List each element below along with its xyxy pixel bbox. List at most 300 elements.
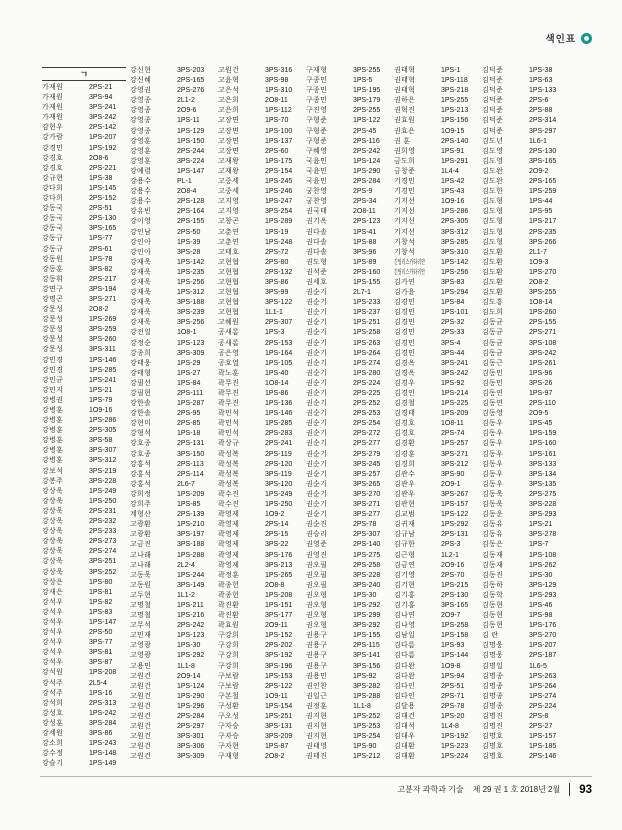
index-entry bbox=[306, 510, 390, 520]
author-name: 권순기 bbox=[306, 289, 328, 297]
index-entry bbox=[130, 752, 214, 762]
index-entry bbox=[130, 157, 214, 167]
index-entry bbox=[394, 288, 478, 298]
author-name: 권오필 bbox=[306, 561, 328, 569]
author-name: 곽종헌 bbox=[218, 591, 240, 599]
author-name: 김경환 bbox=[394, 440, 416, 448]
presentation-code: 1PS-157 bbox=[529, 733, 557, 741]
author-name: 강상욱 bbox=[42, 518, 64, 526]
index-entry bbox=[130, 248, 214, 258]
author-name: 권순기 bbox=[306, 440, 328, 448]
index-entry bbox=[482, 429, 566, 439]
author-name: 권순기 bbox=[306, 299, 328, 307]
author-name: 김대건 bbox=[394, 713, 416, 720]
author-name: 강이영 bbox=[130, 218, 152, 226]
presentation-code: 2PS-128 bbox=[177, 198, 205, 206]
presentation-code: 3PS-22 bbox=[265, 541, 289, 549]
author-name: 고장면 bbox=[218, 147, 240, 155]
index-entry bbox=[218, 369, 302, 379]
index-entry bbox=[482, 682, 566, 692]
presentation-code: 3PS-228 bbox=[529, 501, 557, 509]
author-name: 강병훈 bbox=[42, 457, 64, 465]
index-entry bbox=[130, 601, 214, 611]
index-entry bbox=[394, 399, 478, 409]
index-entry bbox=[306, 328, 390, 338]
presentation-code: 1PS-91 bbox=[441, 147, 465, 155]
presentation-code: 1PS-245 bbox=[265, 178, 293, 186]
author-name: 궁찬영 bbox=[306, 188, 328, 196]
author-name: 강상욱 bbox=[42, 497, 64, 505]
author-name: 강영권 bbox=[130, 87, 152, 95]
index-entry bbox=[482, 510, 566, 520]
presentation-code: 3PS-256 bbox=[177, 319, 205, 327]
presentation-code: 1PS-94 bbox=[441, 672, 465, 680]
presentation-code: 2PS-165 bbox=[177, 77, 205, 85]
presentation-code: 2L1-7 bbox=[529, 248, 547, 256]
presentation-code: 2PS-217 bbox=[89, 275, 117, 283]
author-name: 김동우 bbox=[482, 480, 504, 488]
index-entry bbox=[394, 470, 478, 480]
author-name: 김관수 bbox=[394, 470, 416, 478]
presentation-code: 3PS-218 bbox=[441, 87, 469, 95]
author-name: 김동현 bbox=[482, 612, 504, 620]
presentation-code: 1PS-251 bbox=[265, 713, 293, 720]
index-entry bbox=[42, 315, 126, 325]
index-entry bbox=[306, 137, 390, 147]
presentation-code: 1PS-161 bbox=[529, 450, 557, 458]
presentation-code: 1PS-290 bbox=[177, 692, 205, 700]
index-entry bbox=[130, 228, 214, 238]
presentation-code: 1PS-312 bbox=[177, 289, 205, 297]
presentation-code: 2PS-233 bbox=[89, 528, 117, 536]
index-entry bbox=[130, 712, 214, 722]
author-name: 권순기 bbox=[306, 501, 328, 509]
author-name: 구형준 bbox=[306, 127, 328, 135]
index-entry bbox=[42, 335, 126, 345]
presentation-code: 1PS-241 bbox=[89, 376, 117, 384]
presentation-code: 1PS-92 bbox=[353, 672, 377, 680]
index-entry bbox=[218, 127, 302, 137]
index-entry bbox=[218, 308, 302, 318]
author-name: 고원건 bbox=[130, 723, 152, 731]
index-entry bbox=[130, 480, 214, 490]
author-name: 강민균 bbox=[42, 376, 64, 384]
author-name: 구종민 bbox=[306, 97, 328, 105]
index-entry bbox=[130, 238, 214, 248]
author-name: 강상욱 bbox=[42, 528, 64, 536]
presentation-code: 1PS-153 bbox=[265, 672, 293, 680]
index-entry bbox=[482, 238, 566, 248]
author-name: 김동우 bbox=[482, 450, 504, 458]
author-name: 강문성 bbox=[42, 346, 64, 354]
author-name: 곽영제 bbox=[218, 511, 240, 519]
index-entry bbox=[482, 187, 566, 197]
author-name: 권혁진 bbox=[394, 107, 416, 115]
presentation-code: 2O9-14 bbox=[177, 672, 201, 680]
index-entry bbox=[130, 116, 214, 126]
index-entry bbox=[218, 197, 302, 207]
index-entry bbox=[482, 631, 566, 641]
author-name: 강상은 bbox=[42, 578, 64, 586]
presentation-code: 2PS-297 bbox=[177, 723, 205, 731]
author-name: 김나영 bbox=[394, 622, 416, 630]
presentation-code: 1PS-292 bbox=[441, 521, 469, 529]
index-entry bbox=[306, 167, 390, 177]
author-name: 김동균 bbox=[482, 319, 504, 327]
author-name: 김동욱 bbox=[482, 490, 504, 498]
presentation-code: 2O8-6 bbox=[89, 154, 109, 162]
presentation-code: 3PS-177 bbox=[265, 612, 293, 620]
author-name: 구자승 bbox=[218, 733, 240, 741]
author-name: 강문성 bbox=[42, 326, 64, 334]
presentation-code: 3PS-209 bbox=[265, 733, 293, 741]
author-name: 기지선 bbox=[394, 198, 416, 206]
index-entry bbox=[482, 702, 566, 712]
index-entry bbox=[218, 238, 302, 248]
presentation-code: 1PS-209 bbox=[177, 490, 205, 498]
presentation-code: 3PS-245 bbox=[353, 460, 381, 468]
index-entry bbox=[306, 379, 390, 389]
index-entry bbox=[482, 258, 566, 268]
author-name: 곽무진 bbox=[218, 400, 240, 408]
index-entry bbox=[394, 278, 478, 288]
index-entry bbox=[394, 641, 478, 651]
presentation-code: 1PS-212 bbox=[353, 753, 381, 761]
presentation-code: 1PS-288 bbox=[353, 692, 381, 700]
index-entry bbox=[130, 662, 214, 672]
index-entry bbox=[218, 591, 302, 601]
index-entry bbox=[306, 106, 390, 116]
index-entry bbox=[394, 96, 478, 106]
presentation-code: 2PS-224 bbox=[529, 702, 557, 710]
index-entry bbox=[218, 288, 302, 298]
index-entry bbox=[42, 709, 126, 719]
presentation-code: 1PS-118 bbox=[441, 77, 468, 85]
author-name: 김다름 bbox=[394, 642, 416, 650]
author-name: 김명종 bbox=[482, 682, 504, 690]
index-entry bbox=[130, 490, 214, 500]
index-entry bbox=[218, 217, 302, 227]
presentation-code: 3PS-4 bbox=[441, 339, 461, 347]
presentation-code: 1PS-123 bbox=[177, 632, 205, 640]
index-entry bbox=[218, 248, 302, 258]
presentation-code: 3PS-255 bbox=[529, 289, 557, 297]
index-entry bbox=[130, 641, 214, 651]
author-name: 김기영 bbox=[394, 571, 416, 579]
presentation-code: 1PS-147 bbox=[89, 618, 117, 626]
author-name: 고나래 bbox=[130, 561, 152, 569]
presentation-code: 1PS-136 bbox=[265, 400, 293, 408]
index-entry bbox=[394, 591, 478, 601]
presentation-code: 1PS-46 bbox=[529, 601, 553, 609]
index-entry bbox=[130, 561, 214, 571]
presentation-code: 2O9-7 bbox=[441, 612, 461, 620]
presentation-code: 1PS-7 bbox=[529, 541, 549, 549]
author-name: 김동재 bbox=[482, 561, 504, 569]
author-name: 권순기 bbox=[306, 369, 328, 377]
author-name: 강신혜 bbox=[130, 77, 152, 85]
index-entry bbox=[42, 507, 126, 517]
index-entry bbox=[482, 571, 566, 581]
index-entry bbox=[482, 268, 566, 278]
presentation-code: 3PS-277 bbox=[353, 511, 381, 519]
index-entry bbox=[130, 581, 214, 591]
presentation-code: 3PS-284 bbox=[89, 719, 117, 727]
author-name: 구형준 bbox=[306, 117, 328, 125]
index-entry bbox=[306, 349, 390, 359]
author-name: 강병훈 bbox=[42, 417, 64, 425]
index-entry bbox=[394, 248, 478, 258]
author-name: 강영훈 bbox=[130, 157, 152, 165]
index-entry bbox=[218, 712, 302, 722]
index-title: 색인표 bbox=[545, 34, 576, 45]
presentation-code: 3PS-141 bbox=[353, 652, 381, 660]
presentation-code: 3PS-129 bbox=[529, 581, 557, 589]
author-name: 고현협 bbox=[218, 289, 240, 297]
presentation-code: 2PS-72 bbox=[265, 248, 289, 256]
author-name: 권순기 bbox=[306, 349, 328, 357]
presentation-code: 1PS-142 bbox=[177, 258, 205, 266]
author-name: 곽영제 bbox=[218, 551, 240, 559]
author-name: 권지현 bbox=[306, 723, 328, 731]
index-entry bbox=[218, 470, 302, 480]
author-name: 김도환 bbox=[482, 278, 504, 286]
author-name: 강병권 bbox=[42, 396, 64, 404]
author-name: 고무석 bbox=[130, 622, 152, 630]
author-name: 권다솔 bbox=[306, 228, 328, 236]
index-entry bbox=[306, 561, 390, 571]
index-entry bbox=[42, 396, 126, 406]
index-entry bbox=[42, 446, 126, 456]
author-name: 곽수진 bbox=[218, 501, 240, 509]
index-entry bbox=[306, 551, 390, 561]
index-entry bbox=[130, 682, 214, 692]
author-name: 고용민 bbox=[130, 662, 152, 670]
author-name: 권용민 bbox=[306, 672, 328, 680]
presentation-code: 1PS-19 bbox=[265, 228, 289, 236]
author-name: 권영진 bbox=[306, 551, 328, 559]
author-name: 구강희 bbox=[218, 632, 240, 640]
author-name: 금도희 bbox=[394, 157, 416, 165]
index-entry bbox=[42, 557, 126, 567]
presentation-code: 3PS-188 bbox=[177, 541, 205, 549]
index-entry bbox=[482, 460, 566, 470]
index-entry bbox=[130, 672, 214, 682]
index-entry bbox=[482, 672, 566, 682]
presentation-code: 1PS-292 bbox=[177, 652, 205, 660]
index-entry bbox=[306, 581, 390, 591]
author-name: 강석우 bbox=[42, 649, 64, 657]
presentation-code: 1PS-45 bbox=[529, 420, 553, 428]
author-name: 구진영 bbox=[306, 107, 328, 115]
author-name: 김동욱 bbox=[482, 501, 504, 509]
presentation-code: 1PS-287 bbox=[177, 400, 205, 408]
author-name: 긴팅리스카타리안 bbox=[394, 258, 426, 266]
author-name: 권정훈 bbox=[306, 702, 328, 710]
presentation-code: 1PS-86 bbox=[265, 390, 289, 397]
presentation-code: 1PS-42 bbox=[441, 178, 465, 186]
author-name: 강정순 bbox=[130, 339, 152, 347]
author-name: 김도형 bbox=[482, 208, 504, 216]
index-entry bbox=[218, 641, 302, 651]
presentation-code: 3PS-312 bbox=[441, 228, 469, 236]
author-name: 김도환 bbox=[482, 258, 504, 266]
presentation-code: 1PS-244 bbox=[177, 571, 205, 579]
index-entry bbox=[394, 460, 478, 470]
index-entry bbox=[394, 631, 478, 641]
presentation-code: 1PS-288 bbox=[177, 551, 205, 559]
presentation-code: 1PS-242 bbox=[89, 709, 117, 717]
presentation-code: 2O8-2 bbox=[529, 278, 549, 286]
author-name: 강재욱 bbox=[130, 258, 152, 266]
presentation-code: 3PS-44 bbox=[441, 349, 465, 357]
index-entry bbox=[482, 500, 566, 510]
author-name: 김경민 bbox=[394, 299, 416, 307]
presentation-code: 1PS-95 bbox=[529, 208, 553, 216]
presentation-code: 1PS-207 bbox=[529, 642, 557, 650]
index-entry bbox=[482, 116, 566, 126]
author-name: 김동운 bbox=[482, 511, 504, 519]
index-entry bbox=[42, 497, 126, 507]
index-entry bbox=[218, 86, 302, 96]
presentation-code: 2PS-275 bbox=[529, 490, 557, 498]
index-entry bbox=[42, 265, 126, 275]
author-name: 권태영 bbox=[306, 743, 328, 751]
presentation-code: 2PS-32 bbox=[441, 319, 465, 327]
author-name: 권태혁 bbox=[394, 77, 416, 85]
presentation-code: 1O8-11 bbox=[441, 420, 464, 428]
presentation-code: 1O9-15 bbox=[441, 127, 465, 135]
presentation-code: 1PS-77 bbox=[89, 235, 113, 243]
author-name: 강경호 bbox=[42, 164, 64, 172]
presentation-code: 3PS-271 bbox=[89, 295, 117, 303]
presentation-code: 2PS-232 bbox=[89, 518, 117, 526]
author-name: 고원건 bbox=[130, 753, 152, 761]
presentation-code: 1L1-8 bbox=[177, 662, 195, 670]
author-name: 강호종 bbox=[130, 450, 152, 458]
presentation-code: 1L4-8 bbox=[441, 723, 459, 731]
presentation-code: 1PS-40 bbox=[265, 369, 289, 377]
presentation-code: 1PS-100 bbox=[265, 127, 293, 135]
index-entry bbox=[42, 224, 126, 234]
presentation-code: 3PS-108 bbox=[529, 339, 557, 347]
author-name: 곽상규 bbox=[218, 440, 240, 448]
author-name: 김경호 bbox=[394, 430, 416, 438]
presentation-code: 1O8-14 bbox=[529, 299, 553, 307]
presentation-code: 2PS-74 bbox=[441, 430, 465, 438]
author-name: 기지선 bbox=[394, 208, 416, 216]
index-entry bbox=[218, 207, 302, 217]
index-entry bbox=[482, 470, 566, 480]
index-entry bbox=[394, 682, 478, 692]
index-entry bbox=[482, 561, 566, 571]
author-name: 김명종 bbox=[482, 692, 504, 700]
index-entry bbox=[218, 379, 302, 389]
presentation-code: 2L7-1 bbox=[353, 289, 371, 297]
presentation-code: 3PS-82 bbox=[89, 265, 113, 273]
author-name: 김남일 bbox=[394, 632, 416, 640]
index-entry bbox=[306, 116, 390, 126]
index-entry bbox=[130, 419, 214, 429]
index-entry bbox=[394, 339, 478, 349]
author-name: 기창석 bbox=[394, 238, 416, 246]
presentation-code: 3PS-213 bbox=[265, 561, 293, 569]
presentation-code: 1PS-87 bbox=[265, 743, 289, 751]
author-name: 권오형 bbox=[306, 601, 328, 609]
presentation-code: 1PS-151 bbox=[265, 601, 293, 609]
index-entry bbox=[42, 133, 126, 143]
index-entry bbox=[306, 752, 390, 762]
author-name: 구종민 bbox=[306, 77, 328, 85]
index-entry bbox=[394, 127, 478, 137]
index-entry bbox=[482, 339, 566, 349]
author-name: 김규남 bbox=[394, 531, 416, 539]
index-entry bbox=[306, 298, 390, 308]
presentation-code: 1PS-21 bbox=[529, 521, 553, 529]
author-name: 고재왕 bbox=[218, 167, 240, 175]
index-entry bbox=[130, 520, 214, 530]
author-name: 강영종 bbox=[130, 127, 152, 135]
index-entry bbox=[42, 305, 126, 315]
presentation-code: 1PS-83 bbox=[89, 608, 113, 616]
index-entry bbox=[306, 662, 390, 672]
author-name: 강석우 bbox=[42, 618, 64, 626]
presentation-code: 1PS-208 bbox=[265, 591, 293, 599]
author-name: 고현협 bbox=[218, 309, 240, 317]
index-entry bbox=[130, 349, 214, 359]
presentation-code: 3PS-241 bbox=[441, 359, 469, 367]
author-name: 강문성 bbox=[42, 336, 64, 344]
presentation-code: 1PS-216 bbox=[177, 612, 205, 620]
index-entry bbox=[42, 144, 126, 154]
author-name: 강동국 bbox=[42, 225, 64, 233]
author-name: 고태호 bbox=[218, 248, 240, 256]
index-entry bbox=[130, 510, 214, 520]
index-entry bbox=[218, 76, 302, 86]
author-name: 김가윤 bbox=[394, 289, 416, 297]
presentation-code: 1PS-30 bbox=[529, 571, 553, 579]
index-entry bbox=[42, 345, 126, 355]
author-name: 강호종 bbox=[130, 440, 152, 448]
author-name: 강상욱 bbox=[42, 558, 64, 566]
presentation-code: 1PS-20 bbox=[441, 713, 465, 720]
presentation-code: 1PS-38 bbox=[529, 67, 553, 74]
index-entry bbox=[306, 611, 390, 621]
author-name: 권순기 bbox=[306, 309, 328, 317]
index-entry bbox=[482, 651, 566, 661]
index-entry bbox=[394, 318, 478, 328]
presentation-code: 2PS-187 bbox=[529, 652, 557, 660]
index-entry bbox=[218, 510, 302, 520]
author-name: 강석우 bbox=[42, 629, 64, 637]
author-name: 김경호 bbox=[394, 420, 416, 428]
author-name: 구오성 bbox=[218, 713, 240, 720]
author-name: 강상욱 bbox=[42, 507, 64, 515]
index-entry bbox=[42, 103, 126, 113]
author-name: 강상욱 bbox=[42, 568, 64, 576]
presentation-code: 2L6-7 bbox=[177, 480, 195, 488]
author-name: 고장면 bbox=[218, 127, 240, 135]
index-entry bbox=[218, 530, 302, 540]
author-name: 권순기 bbox=[306, 460, 328, 468]
author-name: 김명웅 bbox=[482, 652, 504, 660]
index-entry bbox=[306, 520, 390, 530]
presentation-code: 2PS-139 bbox=[177, 511, 205, 519]
presentation-code: 3PS-252 bbox=[89, 568, 117, 576]
presentation-code: 2PS-155 bbox=[177, 218, 205, 226]
presentation-code: 2PS-165 bbox=[529, 178, 557, 186]
index-entry bbox=[130, 177, 214, 187]
